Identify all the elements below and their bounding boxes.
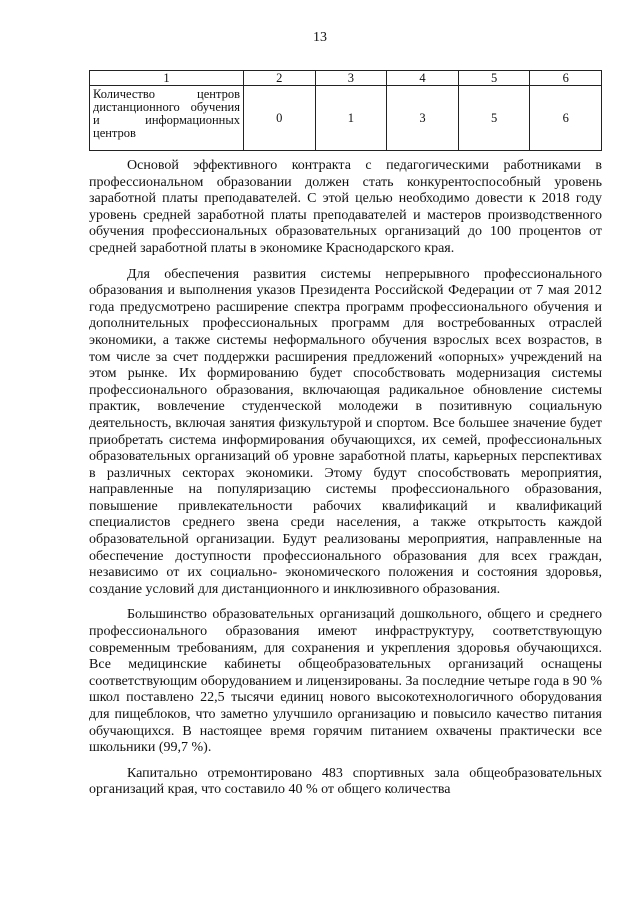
table-header-cell: 5 — [458, 71, 530, 86]
table-row — [90, 86, 602, 151]
table-cell: 1 — [315, 86, 387, 151]
table-header-cell: 1 — [90, 71, 244, 86]
table-header-cell: 2 — [244, 71, 316, 86]
paragraph: Для обеспечения развития системы непрерывного профессионального образования и выполнения указов Президента Российской Федерации от 7 мая 2012 года предусмотрено расширение спектра программ профессионального обучения и дополнительных профессиональных программ для востребованных отраслей экономики, а также системы неформального обучения взрослых всех возрастов, в том числе за счет поддержки расширения предложений «опорных» учреждений на этом рынке. Их формированию будет способствовать модернизация системы профессионального образования, включающая радикальное обновление системы практик, вовлечение студенческой молодежи в позитивную социальную деятельность, включая занятия физкультурой и спортом. Все большее значение будет приобретать система информирования обучающихся, их семей, профессиональных образовательных организаций об уровне заработной платы, карьерных перспективах в различных секторах экономики. Этому будут способствовать мероприятия, направленные на популяризацию системы профессионального образования, повышение привлекательности рабочих квалификаций и квалификаций специалистов среднего звена среди населения, а также открытость каждой образовательной организации. Будут реализованы мероприятия, направленные на обеспечение доступности профессионального образования для всех граждан, независимо от их социально- экономического положения и состояния здоровья, создание условий для дистанционного и инклюзивного образования. — [89, 266, 602, 597]
table-cell: 0 — [244, 86, 316, 151]
table-cell: 6 — [530, 86, 602, 151]
table-row-label: Количество центров дистанционного обучения и информационных центров — [90, 86, 244, 151]
page-number: 13 — [313, 30, 327, 45]
table-header-cell: 3 — [315, 71, 387, 86]
body-text — [89, 158, 602, 808]
data-table — [89, 70, 602, 151]
table-cell: 3 — [387, 86, 459, 151]
paragraph: Основой эффективного контракта с педагогическими работниками в профессиональном образовании должен стать конкурентоспособный уровень заработной платы преподавателей. С этой целью необходимо довести к 2018 году уровень средней заработной платы преподавателей и мастеров производственного обучения профессиональных образовательных организаций до 100 процентов от средней заработной платы в экономике Краснодарского края. — [89, 158, 602, 256]
paragraph: Большинство образовательных организаций дошкольного, общего и среднего профессионального образования имеют инфраструктуру, соответствующую современным требованиям, для сохранения и укрепления здоровья обучающихся. Все медицинские кабинеты общеобразовательных организаций оснащены соответствующим оборудованием и лицензированы. За последние четыре года в 90 % школ поставлено 22,5 тысячи единиц нового высокотехнологичного оборудования для пищеблоков, что заметно улучшило организацию и повысило качество питания обучающихся. В настоящее время горячим питанием охвачены практически все школьники (99,7 %). — [89, 607, 602, 756]
table-header-cell: 4 — [387, 71, 459, 86]
table-header-row — [90, 71, 602, 86]
paragraph: Капитально отремонтировано 483 спортивных зала общеобразовательных организаций края, что составило 40 % от общего количества — [89, 765, 602, 798]
table-header-cell: 6 — [530, 71, 602, 86]
table-cell: 5 — [458, 86, 530, 151]
